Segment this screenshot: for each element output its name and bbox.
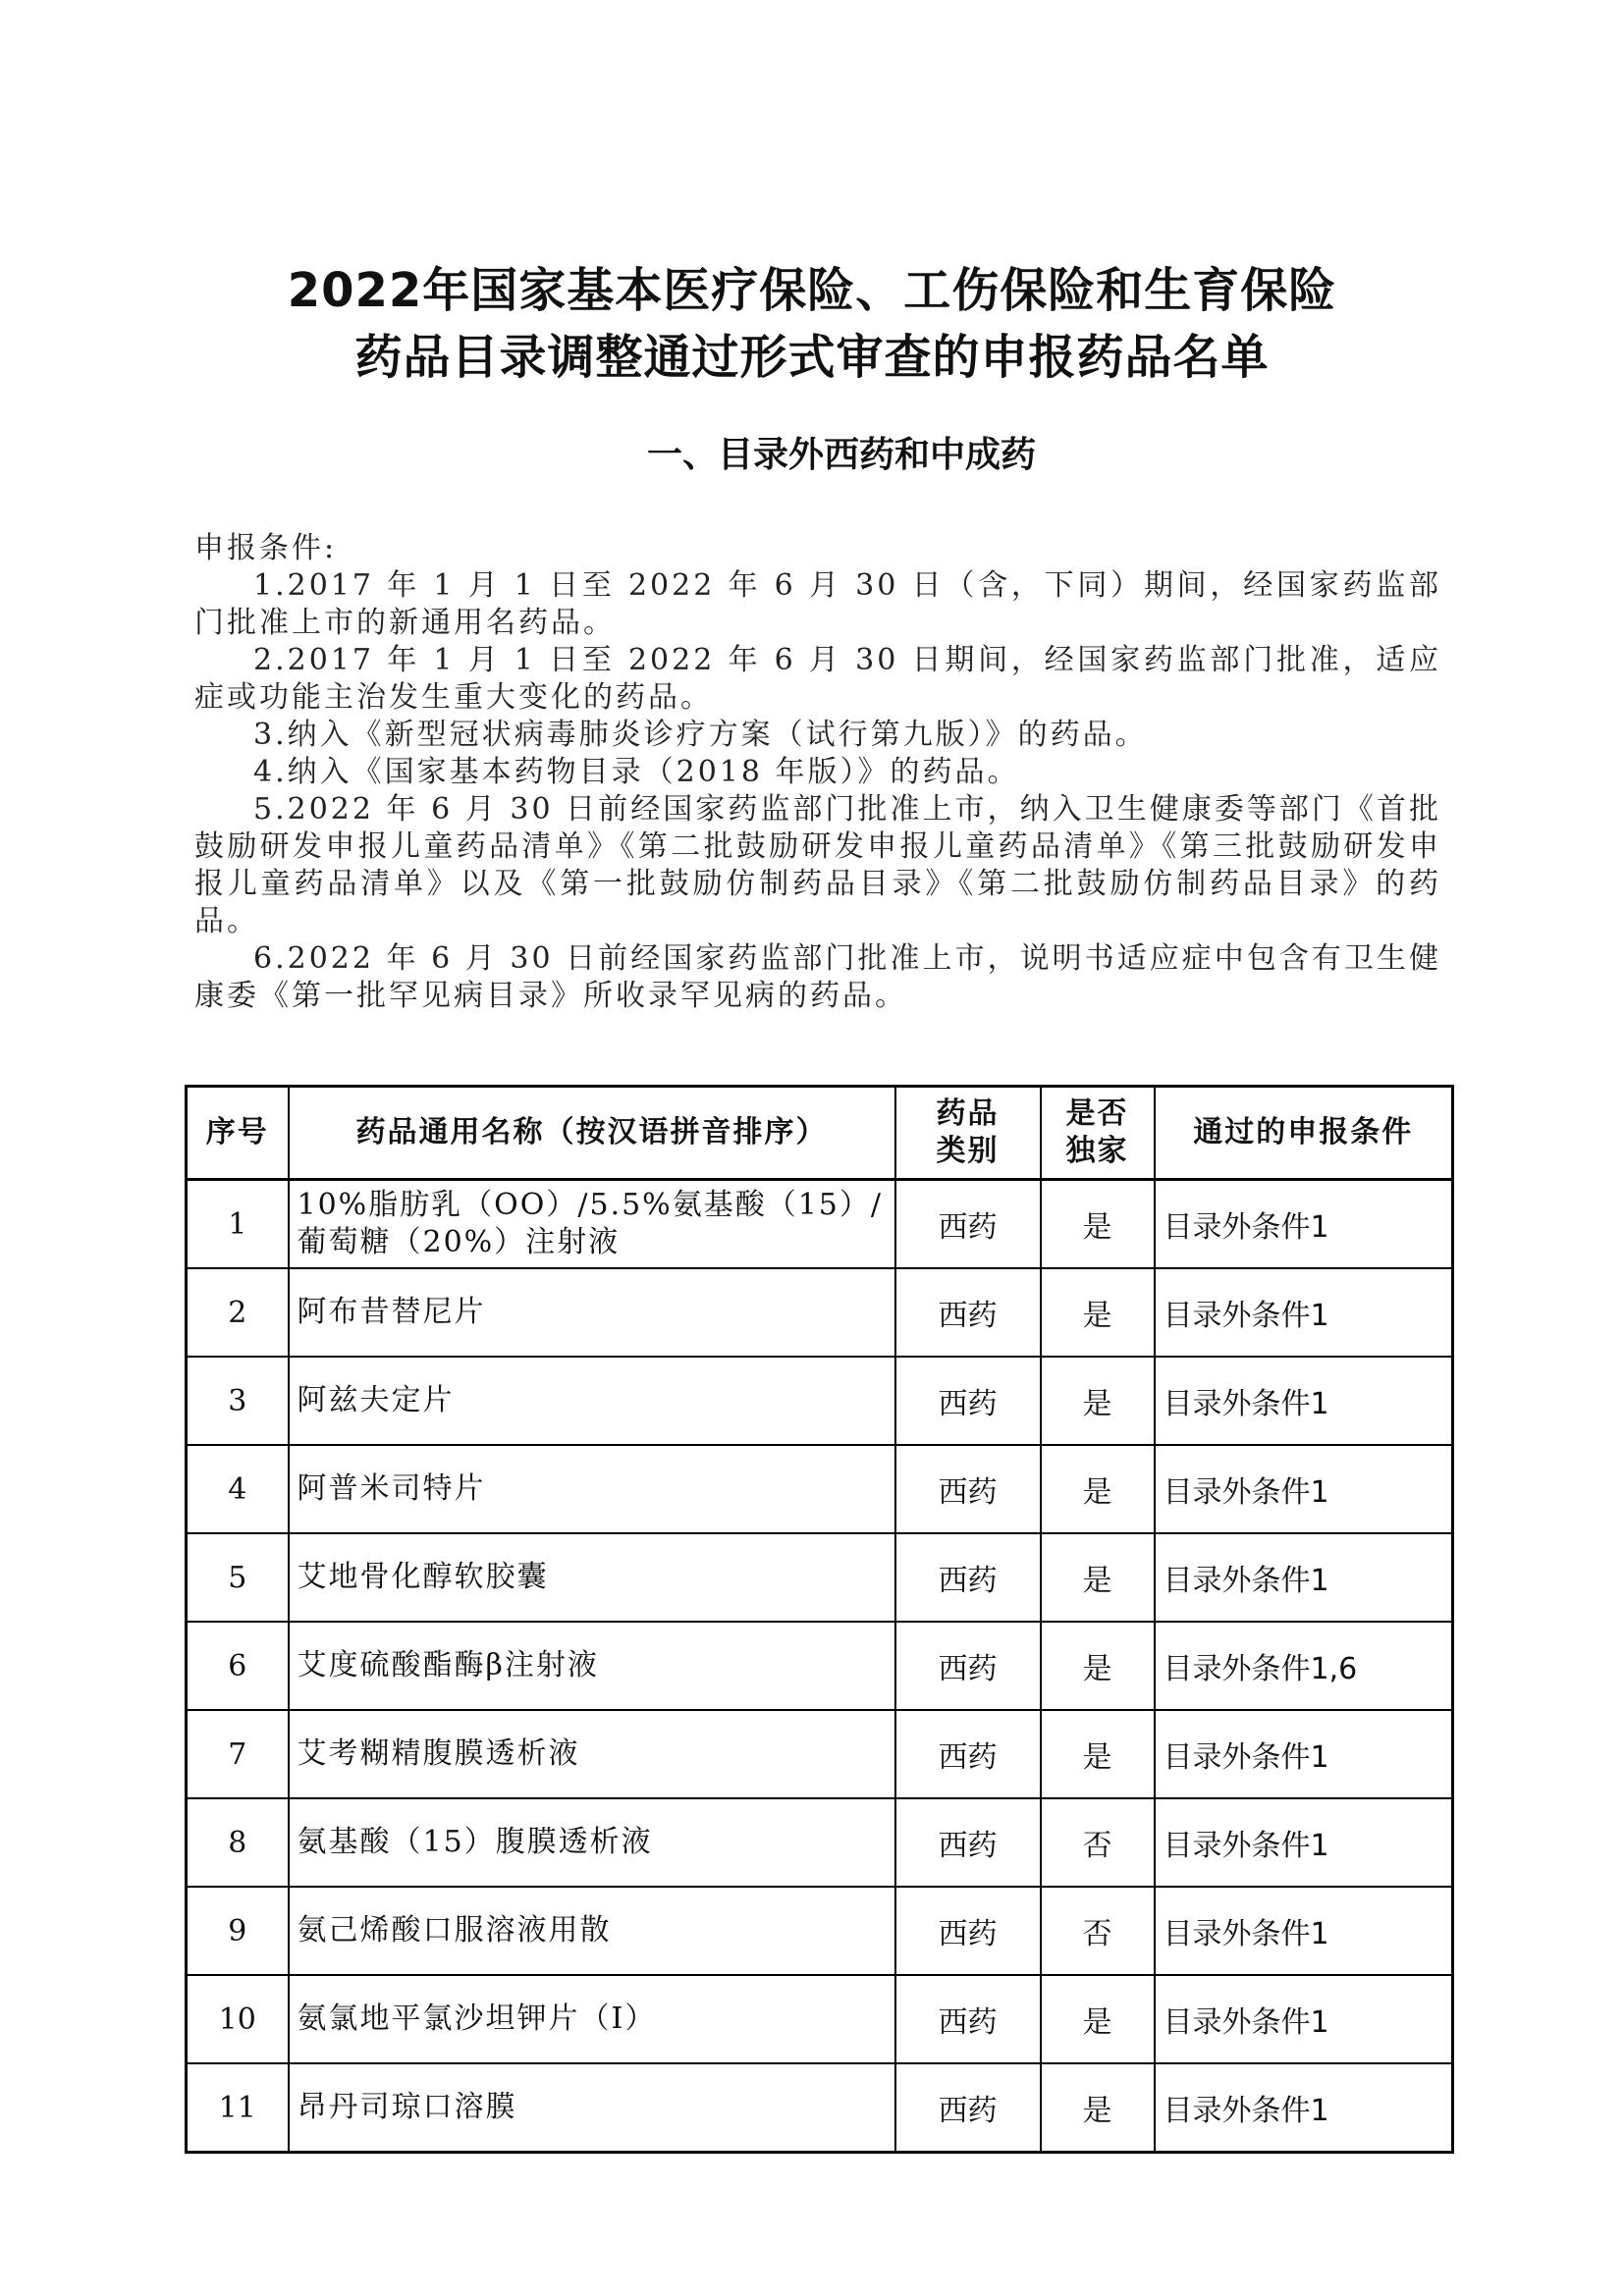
cell-no: 4	[187, 1445, 289, 1533]
cell-exclusive: 否	[1041, 1887, 1155, 1975]
application-conditions	[194, 530, 1441, 1015]
cell-exclusive: 是	[1041, 1357, 1155, 1445]
table-row	[187, 1445, 1453, 1533]
cell-drug-name: 阿兹夫定片	[289, 1357, 895, 1445]
header-category-line-1: 药品	[936, 1096, 1000, 1131]
table-row	[187, 1622, 1453, 1710]
cell-drug-name: 艾度硫酸酯酶β注射液	[289, 1622, 895, 1710]
cell-condition: 目录外条件1	[1155, 1268, 1453, 1357]
drug-list-table	[185, 1085, 1454, 2154]
cell-no: 6	[187, 1622, 289, 1710]
condition-item-2: 2.2017 年 1 月 1 日至 2022 年 6 月 30 日期间，经国家药监部门批准，适应症或功能主治发生重大变化的药品。	[194, 643, 1441, 715]
cell-category: 西药	[895, 1798, 1041, 1887]
cell-exclusive: 是	[1041, 2063, 1155, 2153]
cell-category: 西药	[895, 1268, 1041, 1357]
document-title-line-2: 药品目录调整通过形式审查的申报药品名单	[354, 330, 1270, 385]
cell-exclusive: 是	[1041, 1180, 1155, 1269]
cell-drug-name: 昂丹司琼口溶膜	[289, 2063, 895, 2153]
cell-exclusive: 是	[1041, 1445, 1155, 1533]
table-row	[187, 1180, 1453, 1269]
cell-condition: 目录外条件1	[1155, 1710, 1453, 1798]
cell-drug-name: 氨基酸（15）腹膜透析液	[289, 1798, 895, 1887]
cell-condition: 目录外条件1	[1155, 1445, 1453, 1533]
table-row	[187, 1533, 1453, 1622]
cell-exclusive: 是	[1041, 1710, 1155, 1798]
cell-category: 西药	[895, 1180, 1041, 1269]
cell-category: 西药	[895, 1710, 1041, 1798]
cell-drug-name: 阿布昔替尼片	[289, 1268, 895, 1357]
table-row	[187, 1798, 1453, 1887]
header-condition: 通过的申报条件	[1155, 1087, 1453, 1180]
condition-item-3: 3.纳入《新型冠状病毒肺炎诊疗方案（试行第九版）》的药品。	[253, 718, 1148, 752]
condition-item-5: 5.2022 年 6 月 30 日前经国家药监部门批准上市，纳入卫生健康委等部门《首批鼓励研发申报儿童药品清单》《第二批鼓励研发申报儿童药品清单》《第三批鼓励研发申报儿童药品清单》以及《第一批鼓励仿制药品目录》《第二批鼓励仿制药品目录》的药品。	[194, 792, 1441, 938]
condition-item-1: 1.2017 年 1 月 1 日至 2022 年 6 月 30 日（含，下同）期间，经国家药监部门批准上市的新通用名药品。	[194, 568, 1441, 640]
document-title-line-1: 2022年国家基本医疗保险、工伤保险和生育保险	[287, 263, 1337, 318]
cell-drug-name: 10%脂肪乳（OO）/5.5%氨基酸（15）/葡萄糖（20%）注射液	[289, 1180, 895, 1269]
cell-no: 8	[187, 1798, 289, 1887]
cell-condition: 目录外条件1	[1155, 1798, 1453, 1887]
cell-no: 5	[187, 1533, 289, 1622]
cell-exclusive: 是	[1041, 1975, 1155, 2063]
cell-no: 2	[187, 1268, 289, 1357]
cell-category: 西药	[895, 1533, 1041, 1622]
header-category-line-2: 类别	[936, 1134, 1000, 1168]
condition-item-6: 6.2022 年 6 月 30 日前经国家药监部门批准上市，说明书适应症中包含有卫生健康委《第一批罕见病目录》所收录罕见病的药品。	[194, 941, 1441, 1013]
header-category	[895, 1087, 1041, 1180]
table-header-row	[187, 1087, 1453, 1180]
table-row	[187, 2063, 1453, 2153]
conditions-label: 申报条件:	[194, 531, 338, 565]
cell-category: 西药	[895, 1975, 1041, 2063]
cell-drug-name: 氨己烯酸口服溶液用散	[289, 1887, 895, 1975]
cell-category: 西药	[895, 1887, 1041, 1975]
cell-condition: 目录外条件1	[1155, 1180, 1453, 1269]
cell-drug-name: 阿普米司特片	[289, 1445, 895, 1533]
cell-drug-name: 氨氯地平氯沙坦钾片（Ⅰ）	[289, 1975, 895, 2063]
condition-item-4: 4.纳入《国家基本药物目录（2018 年版）》的药品。	[253, 755, 1020, 789]
cell-condition: 目录外条件1,6	[1155, 1622, 1453, 1710]
cell-no: 3	[187, 1357, 289, 1445]
cell-exclusive: 是	[1041, 1622, 1155, 1710]
section-heading: 一、目录外西药和中成药	[646, 435, 1036, 475]
cell-condition: 目录外条件1	[1155, 1975, 1453, 2063]
table-row	[187, 1975, 1453, 2063]
table-row	[187, 1268, 1453, 1357]
cell-no: 9	[187, 1887, 289, 1975]
cell-no: 11	[187, 2063, 289, 2153]
cell-no: 7	[187, 1710, 289, 1798]
cell-category: 西药	[895, 2063, 1041, 2153]
header-exclusive-line-2: 独家	[1065, 1134, 1129, 1168]
cell-category: 西药	[895, 1357, 1041, 1445]
header-name: 药品通用名称（按汉语拼音排序）	[289, 1087, 895, 1180]
cell-condition: 目录外条件1	[1155, 2063, 1453, 2153]
cell-exclusive: 是	[1041, 1533, 1155, 1622]
cell-exclusive: 否	[1041, 1798, 1155, 1887]
cell-condition: 目录外条件1	[1155, 1357, 1453, 1445]
cell-condition: 目录外条件1	[1155, 1533, 1453, 1622]
cell-category: 西药	[895, 1622, 1041, 1710]
cell-category: 西药	[895, 1445, 1041, 1533]
header-no: 序号	[187, 1087, 289, 1180]
cell-condition: 目录外条件1	[1155, 1887, 1453, 1975]
cell-no: 10	[187, 1975, 289, 2063]
header-exclusive	[1041, 1087, 1155, 1180]
table-row	[187, 1887, 1453, 1975]
cell-drug-name: 艾考糊精腹膜透析液	[289, 1710, 895, 1798]
cell-exclusive: 是	[1041, 1268, 1155, 1357]
cell-no: 1	[187, 1180, 289, 1269]
table-row	[187, 1710, 1453, 1798]
cell-drug-name: 艾地骨化醇软胶囊	[289, 1533, 895, 1622]
table-row	[187, 1357, 1453, 1445]
header-exclusive-line-1: 是否	[1065, 1096, 1129, 1131]
